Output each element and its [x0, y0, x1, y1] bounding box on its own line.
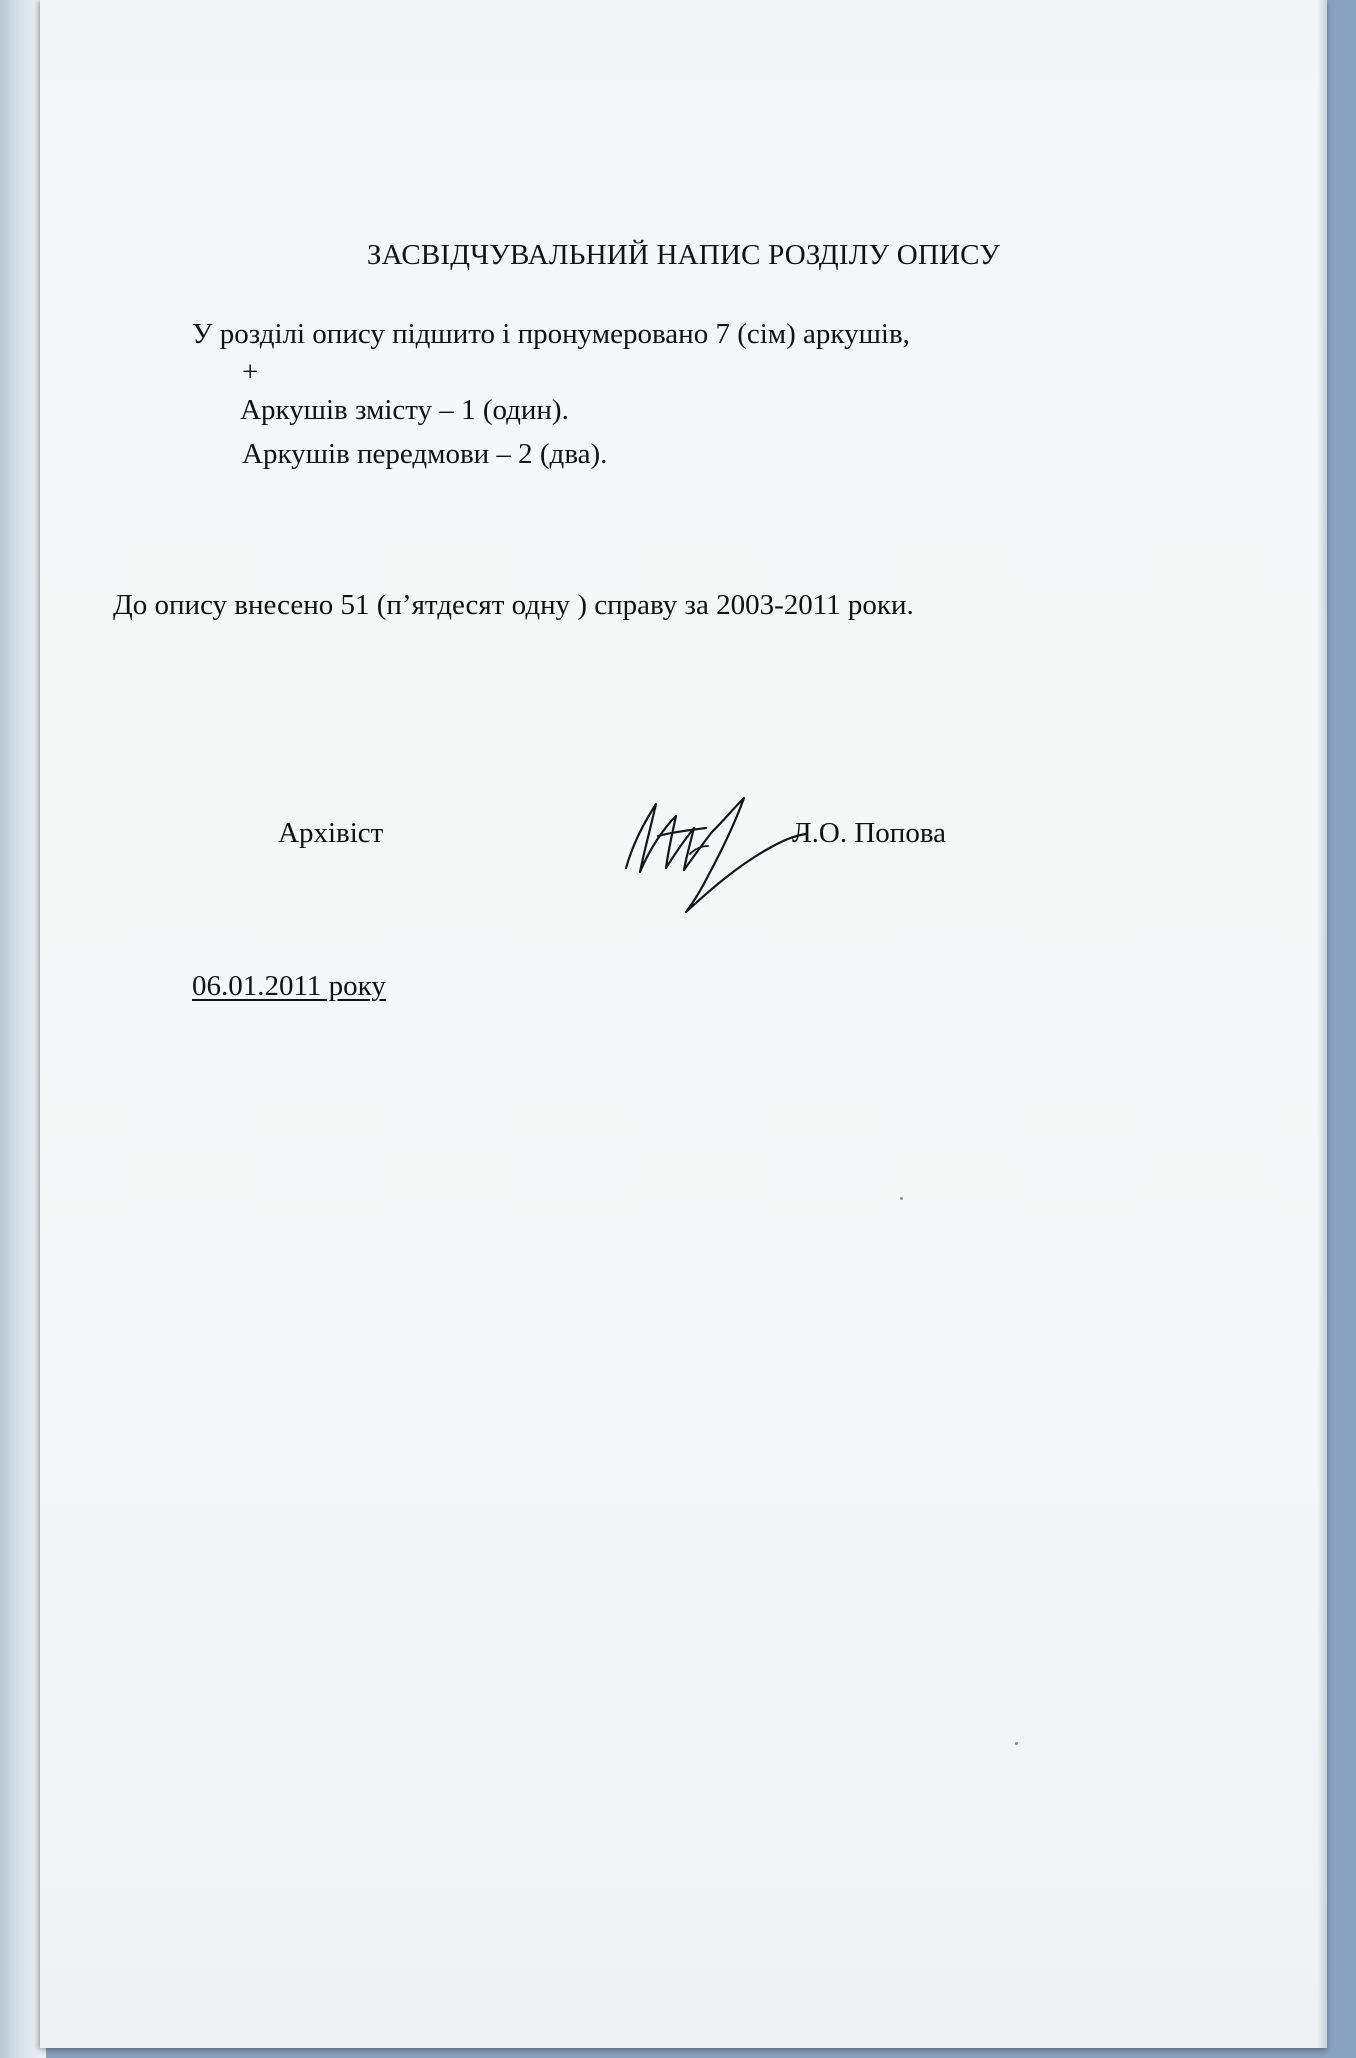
- position-label: Архівіст: [278, 817, 384, 849]
- preface-sheets-line: Аркушів передмови – 2 (два).: [242, 438, 608, 470]
- sheets-count-line: У розділі опису підшито і пронумеровано 7 (сім) аркушів,: [192, 318, 910, 350]
- contents-sheets-line: Аркушів змісту – 1 (один).: [240, 394, 569, 426]
- signer-name: Л.О. Попова: [792, 817, 947, 849]
- cases-count-line: До опису внесено 51 (п’ятдесят одну ) справу за 2003-2011 роки.: [113, 589, 914, 621]
- document-date: 06.01.2011 року: [192, 970, 386, 1002]
- plus-sign: +: [242, 356, 259, 388]
- page-edge-shadow: [1317, 0, 1327, 2048]
- paper-speck: [900, 1197, 903, 1200]
- paper-speck: [1015, 1742, 1018, 1745]
- document-page: [40, 0, 1327, 2048]
- handwritten-signature: [620, 790, 830, 920]
- document-title: ЗАСВІДЧУВАЛЬНИЙ НАПИС РОЗДІЛУ ОПИСУ: [366, 239, 1001, 271]
